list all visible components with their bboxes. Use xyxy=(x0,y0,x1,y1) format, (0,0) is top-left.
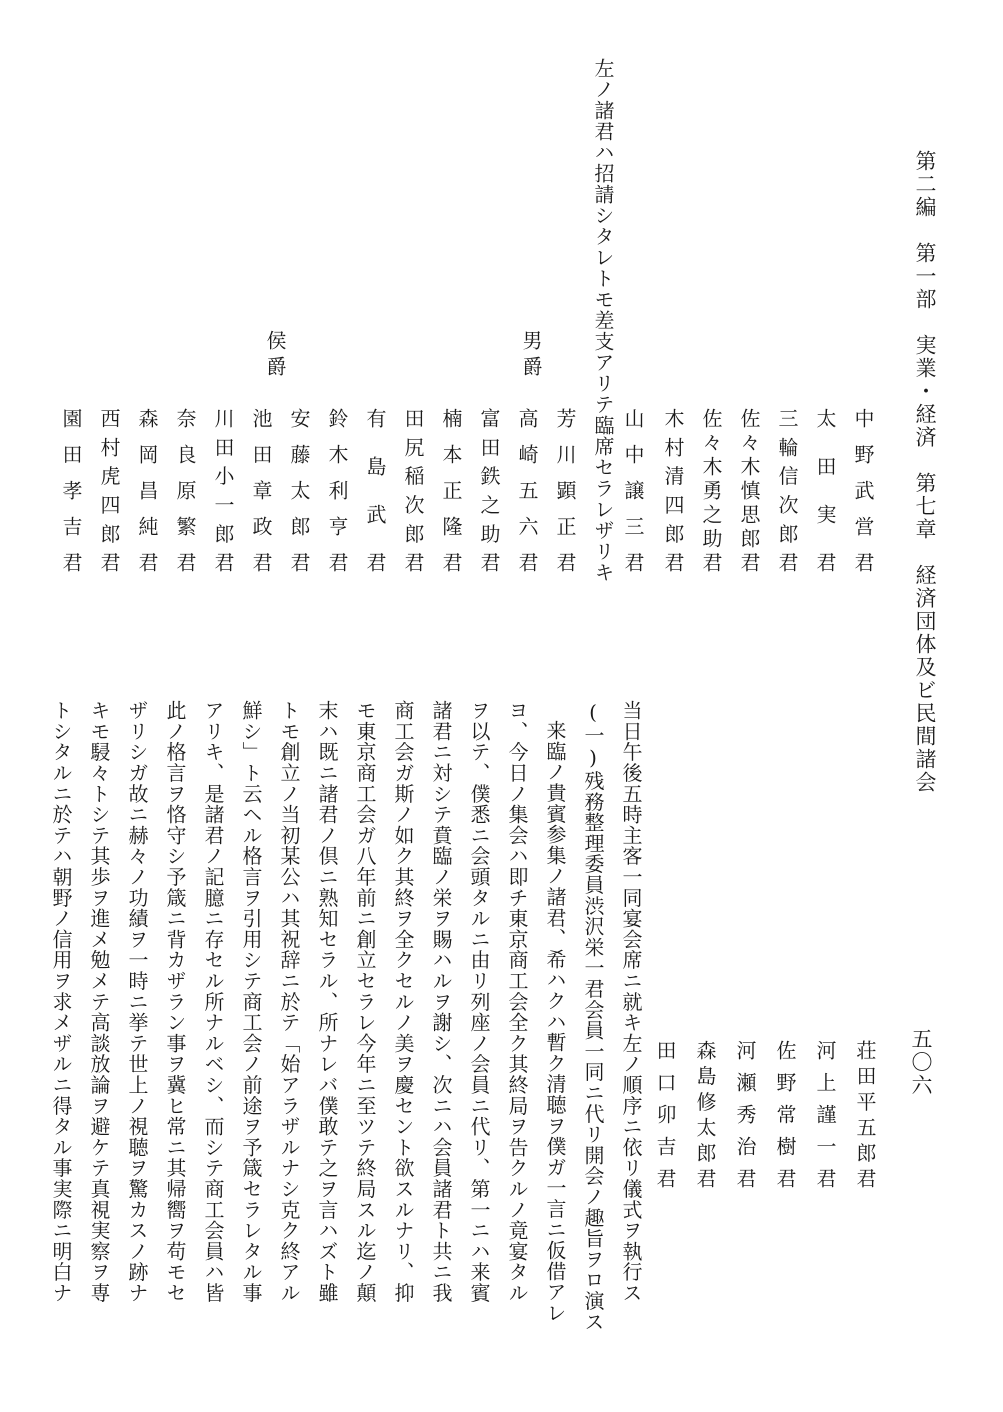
prose-line: 来臨ノ貴賓参集ノ諸君、希ハクハ暫ク清聴ヲ僕ガ一言ニ仮借アレ xyxy=(543,720,567,1324)
prose-line: 此ノ格言ヲ恪守シ予箴ニ背カザラン事ヲ冀ヒ常ニ其帰嚮ヲ苟モセ xyxy=(163,700,187,1304)
prose-line: ヨ、今日ノ集会ハ即チ東京商工会全ク其終局ヲ告クルノ竟宴タル xyxy=(505,700,529,1304)
name-entry: 木村清四郎君 xyxy=(661,408,685,572)
name-entry: 富田鉄之助君 xyxy=(477,408,501,572)
prose-line: アリキ、是諸君ノ記臆ニ存セル所ナルベシ、而シテ商工会員ハ皆 xyxy=(201,700,225,1304)
name-entry: 楠本正隆君 xyxy=(439,408,463,572)
prose-line: 商工会ガ斯ノ如ク其終ヲ全クセルノ美ヲ慶セント欲スルナリ、抑 xyxy=(391,700,415,1304)
prose-line: トシタルニ於テハ朝野ノ信用ヲ求メザルニ得タル事実際ニ明白ナ xyxy=(49,700,73,1304)
name-entry: 有島武君 xyxy=(363,408,387,572)
name-entry: 中野武営君 xyxy=(851,408,875,572)
name-entry: 森岡昌純君 xyxy=(135,408,159,572)
running-header: 第二編 第一部 実業・経済 第七章 経済団体及ビ民間諸会 xyxy=(913,150,937,794)
name-entry: 三輪信次郎君 xyxy=(775,408,799,572)
name-entry: 河瀬秀治君 xyxy=(733,1040,757,1188)
name-entry: 河上謹一君 xyxy=(813,1040,837,1188)
prose-line: ザリシガ故ニ赫々ノ功績ヲ一時ニ挙テ世上ノ視聴ヲ驚カスノ跡ナ xyxy=(125,700,149,1304)
prose-line: トモ創立ノ当初某公ハ其祝辞ニ於テ「始アラザルナシ克ク終アル xyxy=(277,700,301,1304)
prose-line: (一)残務整理委員渋沢栄一君会員一同ニ代リ開会ノ趣旨ヲロ演ス xyxy=(581,700,605,1332)
name-entry: 川田小一郎君 xyxy=(211,408,235,572)
prose-line: 末ハ既ニ諸君ノ倶ニ熟知セラル、所ナレバ僕敢テ之ヲ言ハズト雖 xyxy=(315,700,339,1304)
name-entry: 森島修太郎君 xyxy=(693,1040,717,1188)
absent-notice: 左ノ諸君ハ招請シタレトモ差支アリテ臨席セラレザリキ xyxy=(591,58,615,583)
name-entry: 芳川顕正君 xyxy=(553,408,577,572)
prose-line: キモ駸々トシテ其歩ヲ進メ勉メテ高談放論ヲ避ケテ真視実察ヲ専 xyxy=(87,700,111,1304)
name-entry: 園田孝吉君 xyxy=(59,408,83,572)
name-entry: 奈良原繁君 xyxy=(173,408,197,572)
rank-label-koshaku: 侯爵 xyxy=(263,330,287,382)
name-entry: 西村虎四郎君 xyxy=(97,408,121,572)
name-entry: 荘田平五郎君 xyxy=(853,1040,877,1188)
prose-line: ヲ以テ、僕悉ニ会頭タルニ由リ列座ノ会員ニ代リ、第一ニハ来賓 xyxy=(467,700,491,1304)
name-entry: 佐々木慎思郎君 xyxy=(737,408,761,572)
name-entry: 安藤太郎君 xyxy=(287,408,311,572)
name-entry: 田口卯吉君 xyxy=(653,1040,677,1188)
prose-line: 鮮シ」ト云ヘル格言ヲ引用シテ商工会ノ前途ヲ予箴セラレタル事 xyxy=(239,700,263,1304)
name-entry: 山中譲三君 xyxy=(621,408,645,572)
name-entry: 鈴木利亨君 xyxy=(325,408,349,572)
name-entry: 池田章政君 xyxy=(249,408,273,572)
prose-line: モ東京商工会ガ八年前ニ創立セラレ今年ニ至ツテ終局スル迄ノ顛 xyxy=(353,700,377,1304)
rank-label-danshaku: 男爵 xyxy=(519,330,543,382)
name-entry: 田尻稲次郎君 xyxy=(401,408,425,572)
page-number: 五〇六 xyxy=(909,1028,933,1097)
name-entry: 太田実君 xyxy=(813,408,837,572)
prose-line: 当日午後五時主客一同宴会席ニ就キ左ノ順序ニ依リ儀式ヲ執行ス xyxy=(619,700,643,1304)
name-entry: 佐野常樹君 xyxy=(773,1040,797,1188)
name-entry: 高崎五六君 xyxy=(515,408,539,572)
name-entry: 佐々木勇之助君 xyxy=(699,408,723,572)
prose-line: 諸君ニ対シテ賁臨ノ栄ヲ賜ハルヲ謝シ、次ニハ会員諸君ト共ニ我 xyxy=(429,700,453,1304)
